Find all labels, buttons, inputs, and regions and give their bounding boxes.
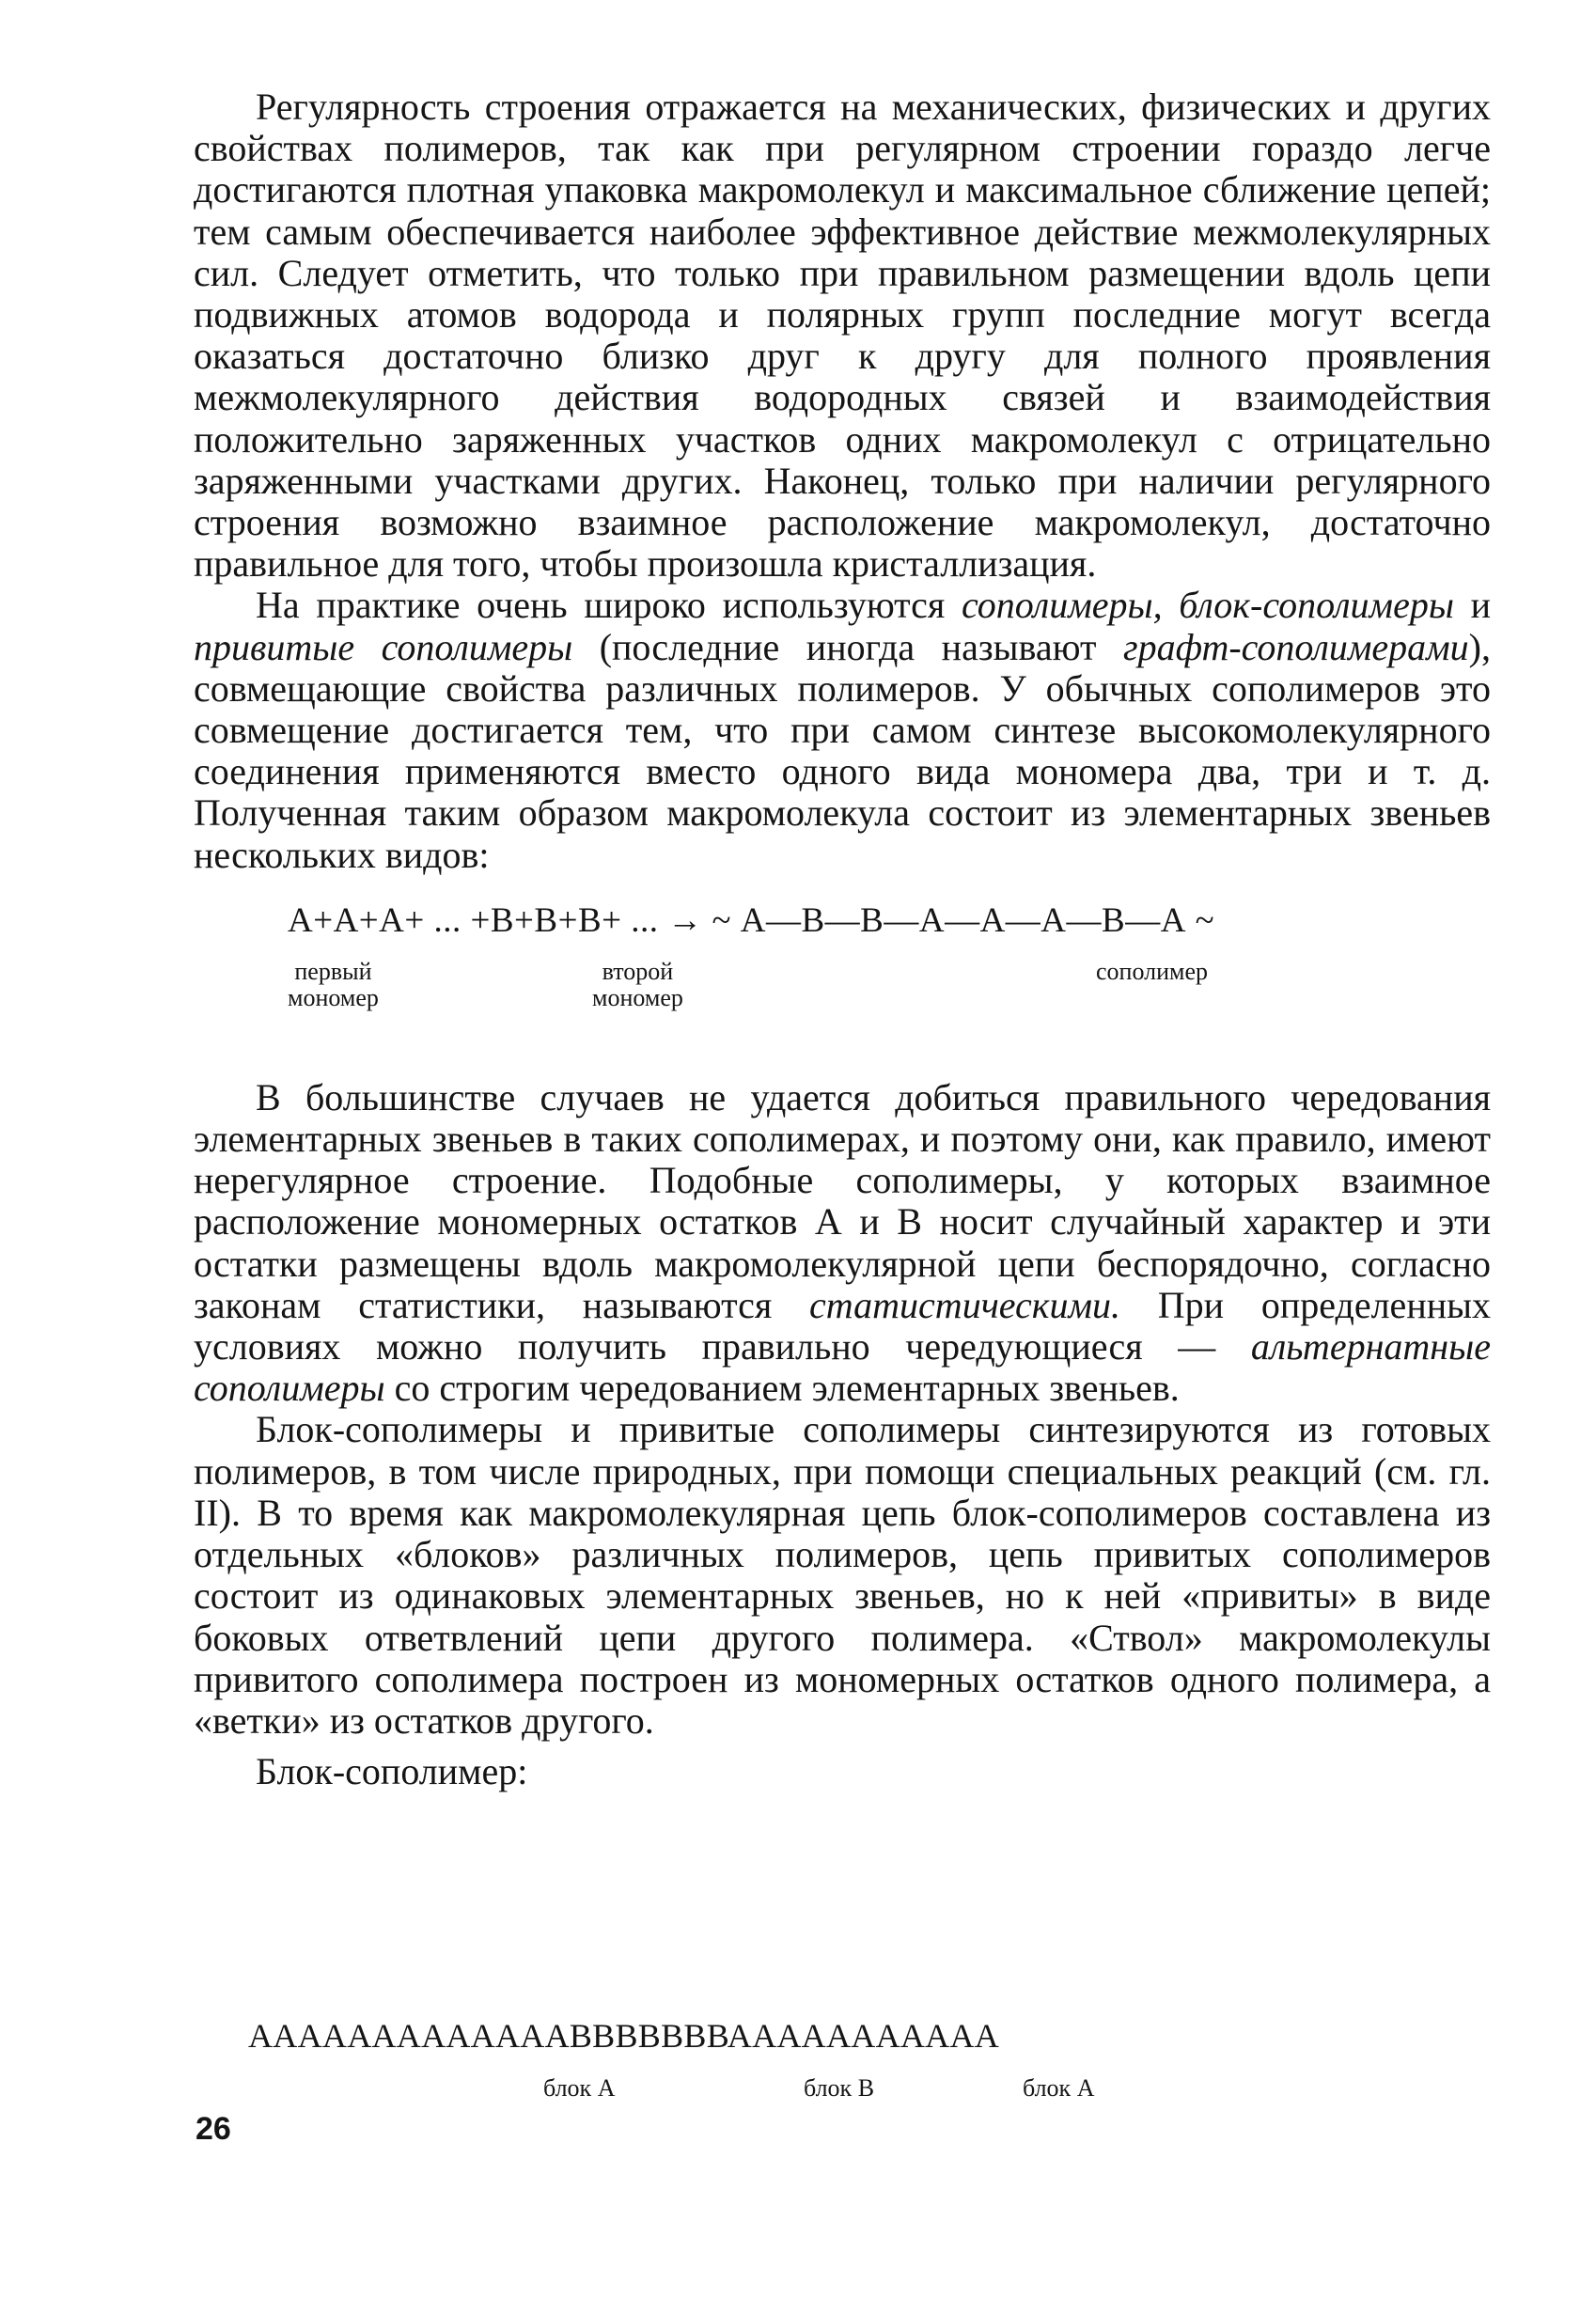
paragraph-block-grafted: Блок-сополимеры и привитые сополимеры синтезируются из готовых полимеров, в том числе природных, при помощи специальных реакций (см. гл. II). В то время как макромолекулярная цепь блок-сополимеров составлена из отдельных «блоков» различных полимеров, цепь привитых сополимеров состоит из одинаковых элементарных звеньев, но к ней «привиты» в виде боковых ответвлений цепи другого полимера. «Ствол» макромолекулы привитого сополимера построен из мономерных остатков одного полимера, а «ветки» из остатков другого. [194, 1408, 1491, 1742]
caption-block-b: блок В [804, 2074, 875, 2102]
page-number: 26 [196, 2111, 231, 2147]
block-copolymer-sequence: АААААААААААААВВВВВВВААААААААААА [248, 2017, 1000, 2055]
copolymer-equation [194, 893, 1491, 1051]
caption-second-monomer: второй мономер [592, 957, 683, 1011]
p2-text-a: На практике очень широко используются [256, 584, 962, 627]
paragraph-statistical [194, 1077, 1491, 1410]
caption-block-a-2: блок А [1023, 2074, 1095, 2102]
p2-text-g: ), совмещающие свойства различных полимеров. У обычных сополимеров это совмещение достигается тем, что при самом синтезе высокомолекулярного соединения применяются вместо одного вида мономера два, три и т. д. Полученная таким образом макромолекула состоит из элементарных звеньев нескольких видов: [194, 625, 1491, 876]
p2-term-copolymers: сополимеры, блок-сополимеры [962, 584, 1454, 627]
p2-term-graft: графт-сополимерами [1122, 625, 1469, 668]
p2-term-grafted: привитые сополимеры [194, 625, 573, 668]
paragraph-regularity: Регулярность строения отражается на механических, физических и других свойствах полимеров, так как при регулярном строении гораздо легче достигаются плотная упаковка макромолекул и максимальное сближение цепей; тем самым обеспечивается наиболее эффективное действие межмолекулярных сил. Следует отметить, что только при правильном размещении вдоль цепи подвижных атомов водорода и полярных групп последние могут всегда оказаться достаточно близко друг к другу для полного проявления межмолекулярного действия водородных связей и взаимодействия положительно заряженных участков одних макромолекул с отрицательно заряженными участками других. Наконец, только при наличии регулярного строения возможно взаимное расположение макромолекул, достаточно правильное для того, чтобы произошла кристаллизация. [194, 86, 1491, 586]
caption-copolymer: сополимер [1096, 957, 1208, 985]
page-body [194, 86, 1491, 1792]
caption-first-monomer: первый мономер [288, 957, 379, 1011]
p3-text-c: При определенных условиях можно получить правильно чередующиеся — [194, 1283, 1492, 1368]
p2-text-c: и [1453, 584, 1492, 627]
block-copolymer-label: Блок-сополимер: [256, 1750, 528, 1793]
p3-term-statistical: статистическими. [809, 1283, 1120, 1326]
p2-text-e: (последние иногда называют [572, 625, 1123, 668]
p3-text-e: со строгим чередованием элементарных звеньев. [384, 1367, 1180, 1410]
equation-line: А+А+А+ ... +В+В+В+ ... → ~ А—В—В—А—А—А—В—А ~ [288, 900, 1215, 940]
paragraph-copolymers [194, 585, 1491, 875]
caption-block-a-1: блок А [543, 2074, 616, 2102]
p3-term-alternating: альтернатные сополимеры [194, 1325, 1491, 1410]
p3-text-a: В большинстве случаев не удается добиться правильного чередования элементарных звеньев в таких сополимерах, и поэтому они, как правило, имеют нерегулярное строение. Подобные сополимеры, у которых взаимное расположение мономерных остатков А и В носит случайный характер и эти остатки размещены вдоль макромолекулярной цепи беспорядочно, согласно законам статистики, называются [194, 1075, 1491, 1326]
